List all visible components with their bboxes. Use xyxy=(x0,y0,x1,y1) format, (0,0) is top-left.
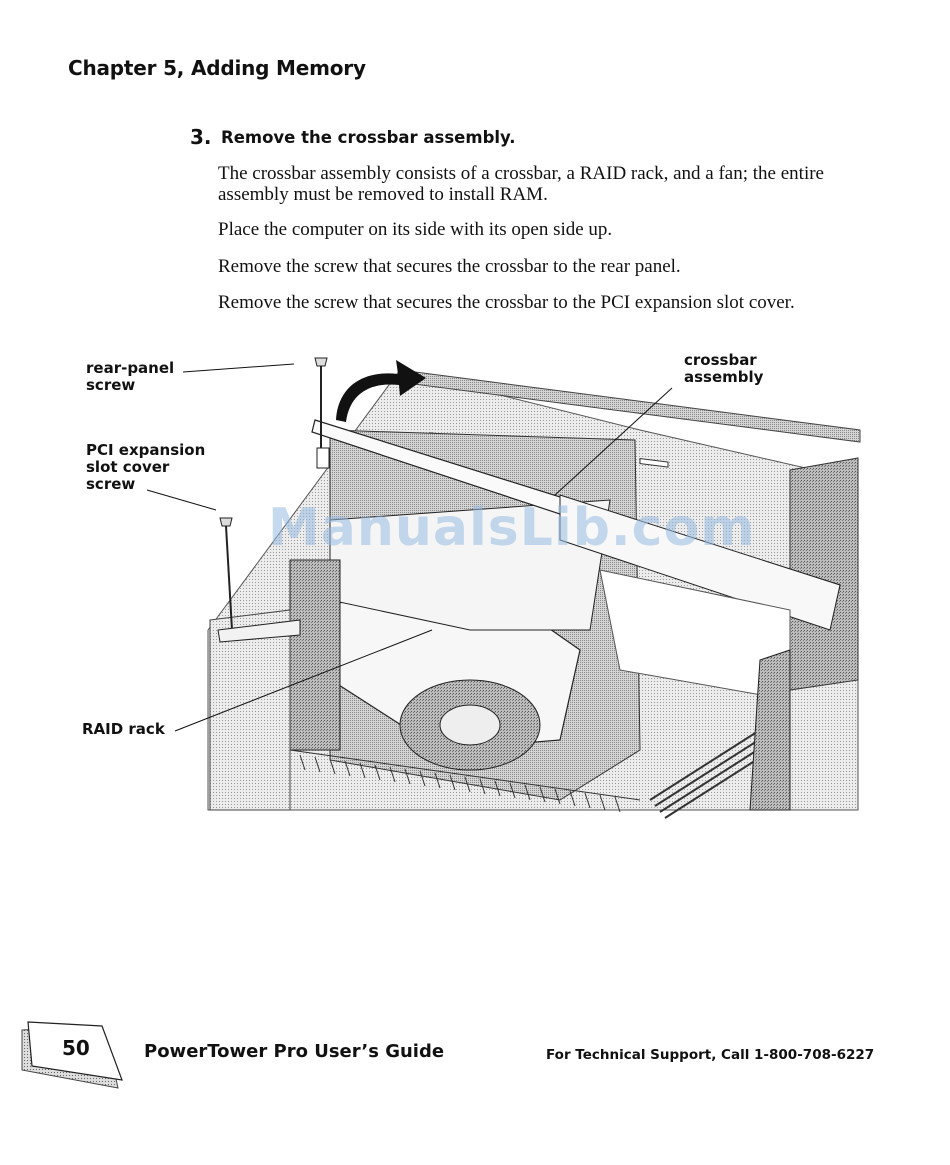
step-paragraph: Remove the screw that secures the crossbar to the rear panel. xyxy=(218,256,681,277)
watermark: ManualsLib.com xyxy=(268,498,756,558)
callout-crossbar-assembly: crossbar assembly xyxy=(684,351,764,386)
callout-rear-panel-screw: rear-panel screw xyxy=(86,359,175,394)
step-number: 3. xyxy=(190,125,212,149)
step-paragraph: Remove the screw that secures the crossbar to the PCI expansion slot cover. xyxy=(218,292,795,313)
computer-interior-drawing xyxy=(0,330,950,830)
support-line: For Technical Support, Call 1-800-708-6227 xyxy=(546,1047,875,1063)
page-number: 50 xyxy=(62,1036,90,1060)
rear-panel-screw xyxy=(315,358,329,468)
callout-pci-screw: PCI expansion slot cover screw xyxy=(86,441,206,493)
step-title: Remove the crossbar assembly. xyxy=(221,128,516,147)
step-paragraph: Place the computer on its side with its open side up. xyxy=(218,219,613,240)
step-paragraph: The crossbar assembly consists of a crossbar, a RAID rack, and a fan; the entire assembly must be removed to install RAM. xyxy=(218,163,824,205)
guide-title: PowerTower Pro User’s Guide xyxy=(144,1041,445,1062)
chapter-title: Chapter 5, Adding Memory xyxy=(68,56,366,80)
callout-raid-rack: RAID rack xyxy=(82,720,165,738)
crossbar-illustration xyxy=(0,330,950,830)
